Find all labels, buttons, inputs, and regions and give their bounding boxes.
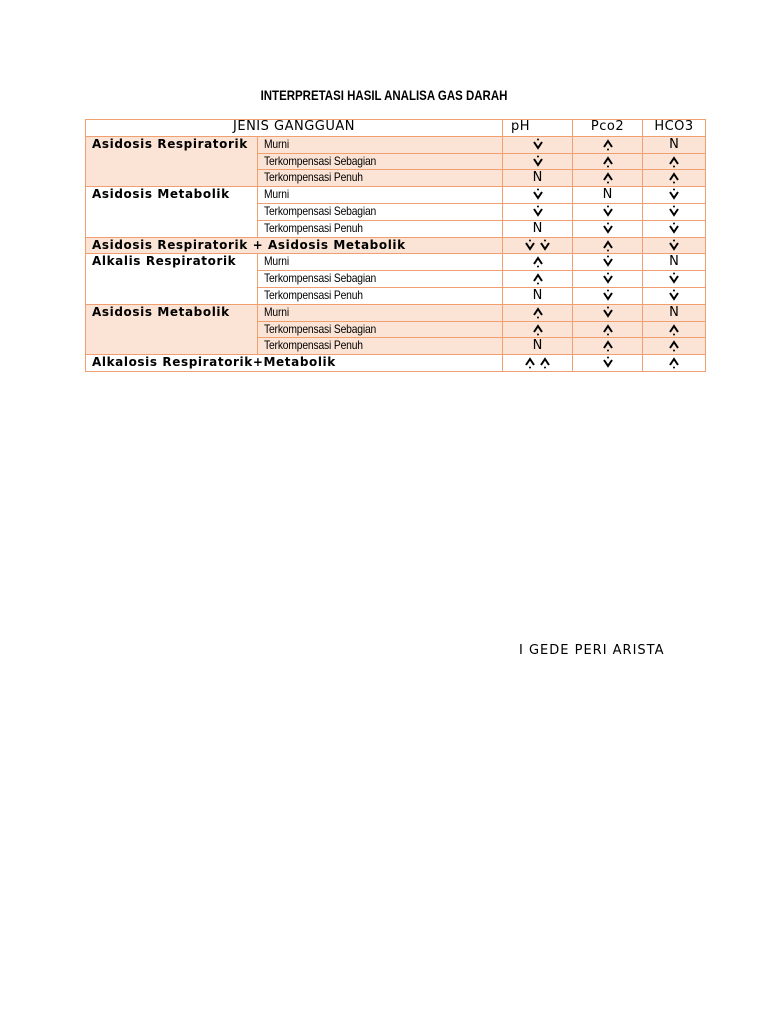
ph-cell bbox=[503, 203, 573, 220]
author-signature: I GEDE PERI ARISTA bbox=[519, 643, 665, 658]
hco3-cell bbox=[643, 287, 706, 304]
ph-cell bbox=[503, 170, 573, 187]
down-arrow-icon bbox=[532, 205, 544, 218]
up-arrow-icon bbox=[539, 356, 551, 369]
ph-cell bbox=[503, 338, 573, 355]
up-arrow-icon bbox=[602, 339, 614, 352]
pco2-cell bbox=[573, 321, 643, 338]
compensation-type bbox=[258, 153, 503, 170]
pco2-cell bbox=[573, 136, 643, 153]
document-title: INTERPRETASI HASIL ANALISA GAS DARAH bbox=[260, 87, 508, 103]
up-arrow-icon bbox=[602, 239, 614, 252]
down-arrow-icon bbox=[602, 205, 614, 218]
compensation-label: Terkompensasi Penuh bbox=[264, 220, 363, 235]
disorder-name: Asidosis Respiratorik bbox=[86, 136, 258, 186]
ph-cell bbox=[503, 254, 573, 271]
hco3-cell bbox=[643, 321, 706, 338]
compensation-type bbox=[258, 271, 503, 288]
normal-value: N bbox=[532, 170, 543, 186]
disorder-name: Alkalosis Respiratorik+Metabolik bbox=[86, 355, 503, 372]
disorder-name: Asidosis Respiratorik + Asidosis Metabolik bbox=[86, 237, 503, 254]
down-arrow-icon bbox=[668, 205, 680, 218]
table-row bbox=[86, 136, 706, 153]
table-header-row bbox=[86, 120, 706, 137]
compensation-type bbox=[258, 203, 503, 220]
pco2-cell bbox=[573, 153, 643, 170]
ph-cell bbox=[503, 136, 573, 153]
up-arrow-icon bbox=[532, 255, 544, 268]
down-arrow-icon bbox=[602, 289, 614, 302]
hco3-cell bbox=[643, 220, 706, 237]
compensation-label: Terkompensasi Sebagian bbox=[264, 203, 377, 218]
header-hco3: HCO3 bbox=[643, 120, 706, 137]
up-arrow-icon bbox=[532, 306, 544, 319]
blood-gas-table bbox=[85, 119, 706, 372]
ph-cell bbox=[503, 304, 573, 321]
down-arrow-icon bbox=[668, 222, 680, 235]
compensation-label: Terkompensasi Sebagian bbox=[264, 153, 377, 168]
pco2-cell bbox=[573, 254, 643, 271]
pco2-cell bbox=[573, 203, 643, 220]
down-arrow-icon bbox=[532, 138, 544, 151]
compensation-type bbox=[258, 254, 503, 271]
ph-cell bbox=[503, 321, 573, 338]
hco3-cell bbox=[643, 355, 706, 372]
hco3-cell bbox=[643, 153, 706, 170]
header-pco2: Pco2 bbox=[573, 120, 643, 137]
normal-value: N bbox=[532, 338, 543, 354]
table-body bbox=[86, 136, 706, 371]
compensation-type bbox=[258, 170, 503, 187]
pco2-cell bbox=[573, 237, 643, 254]
compensation-label: Terkompensasi Penuh bbox=[264, 287, 363, 302]
compensation-label: Murni bbox=[264, 304, 289, 319]
up-arrow-icon bbox=[668, 356, 680, 369]
table-row bbox=[86, 237, 706, 254]
ph-cell bbox=[503, 187, 573, 204]
down-arrow-icon bbox=[668, 272, 680, 285]
compensation-label: Murni bbox=[264, 136, 289, 151]
compensation-label: Terkompensasi Penuh bbox=[264, 338, 363, 353]
ph-cell bbox=[503, 153, 573, 170]
hco3-cell bbox=[643, 170, 706, 187]
compensation-label: Terkompensasi Sebagian bbox=[264, 321, 377, 336]
ph-cell bbox=[503, 287, 573, 304]
up-arrow-icon bbox=[668, 339, 680, 352]
up-arrow-icon bbox=[532, 323, 544, 336]
down-arrow-icon bbox=[602, 306, 614, 319]
disorder-name: Asidosis Metabolik bbox=[86, 187, 258, 237]
ph-cell bbox=[503, 355, 573, 372]
compensation-type bbox=[258, 338, 503, 355]
up-arrow-icon bbox=[668, 323, 680, 336]
compensation-label: Murni bbox=[264, 187, 289, 202]
pco2-cell bbox=[573, 187, 643, 204]
pco2-cell bbox=[573, 304, 643, 321]
up-arrow-icon bbox=[602, 171, 614, 184]
pco2-cell bbox=[573, 220, 643, 237]
down-arrow-icon bbox=[532, 188, 544, 201]
normal-value: N bbox=[532, 287, 543, 303]
down-arrow-icon bbox=[668, 289, 680, 302]
header-ph: pH bbox=[503, 120, 573, 137]
down-arrow-icon bbox=[524, 239, 536, 252]
down-arrow-icon bbox=[532, 155, 544, 168]
up-arrow-icon bbox=[602, 138, 614, 151]
pco2-cell bbox=[573, 271, 643, 288]
down-arrow-icon bbox=[668, 188, 680, 201]
table-row bbox=[86, 355, 706, 372]
normal-value: N bbox=[669, 254, 679, 270]
pco2-cell bbox=[573, 170, 643, 187]
compensation-label: Terkompensasi Penuh bbox=[264, 170, 363, 185]
hco3-cell bbox=[643, 304, 706, 321]
up-arrow-icon bbox=[524, 356, 536, 369]
pco2-cell bbox=[573, 338, 643, 355]
compensation-label: Murni bbox=[264, 254, 289, 269]
ph-cell bbox=[503, 237, 573, 254]
table-row bbox=[86, 304, 706, 321]
table-row bbox=[86, 187, 706, 204]
hco3-cell bbox=[643, 237, 706, 254]
normal-value: N bbox=[669, 304, 679, 320]
compensation-type bbox=[258, 304, 503, 321]
compensation-type bbox=[258, 187, 503, 204]
pco2-cell bbox=[573, 287, 643, 304]
hco3-cell bbox=[643, 203, 706, 220]
normal-value: N bbox=[669, 136, 679, 152]
table-row bbox=[86, 254, 706, 271]
up-arrow-icon bbox=[602, 155, 614, 168]
ph-cell bbox=[503, 220, 573, 237]
down-arrow-icon bbox=[602, 255, 614, 268]
up-arrow-icon bbox=[532, 272, 544, 285]
up-arrow-icon bbox=[668, 171, 680, 184]
disorder-name: Asidosis Metabolik bbox=[86, 304, 258, 354]
up-arrow-icon bbox=[602, 323, 614, 336]
ph-cell bbox=[503, 271, 573, 288]
normal-value: N bbox=[532, 220, 543, 236]
down-arrow-icon bbox=[602, 222, 614, 235]
hco3-cell bbox=[643, 187, 706, 204]
compensation-type bbox=[258, 220, 503, 237]
hco3-cell bbox=[643, 338, 706, 355]
up-arrow-icon bbox=[668, 155, 680, 168]
down-arrow-icon bbox=[602, 356, 614, 369]
header-jenis-gangguan: JENIS GANGGUAN bbox=[86, 120, 503, 137]
down-arrow-icon bbox=[668, 239, 680, 252]
compensation-type bbox=[258, 136, 503, 153]
down-arrow-icon bbox=[539, 239, 551, 252]
down-arrow-icon bbox=[602, 272, 614, 285]
normal-value: N bbox=[602, 187, 613, 203]
compensation-type bbox=[258, 321, 503, 338]
hco3-cell bbox=[643, 271, 706, 288]
compensation-type bbox=[258, 287, 503, 304]
pco2-cell bbox=[573, 355, 643, 372]
hco3-cell bbox=[643, 136, 706, 153]
disorder-name: Alkalis Respiratorik bbox=[86, 254, 258, 304]
compensation-label: Terkompensasi Sebagian bbox=[264, 271, 377, 286]
hco3-cell bbox=[643, 254, 706, 271]
